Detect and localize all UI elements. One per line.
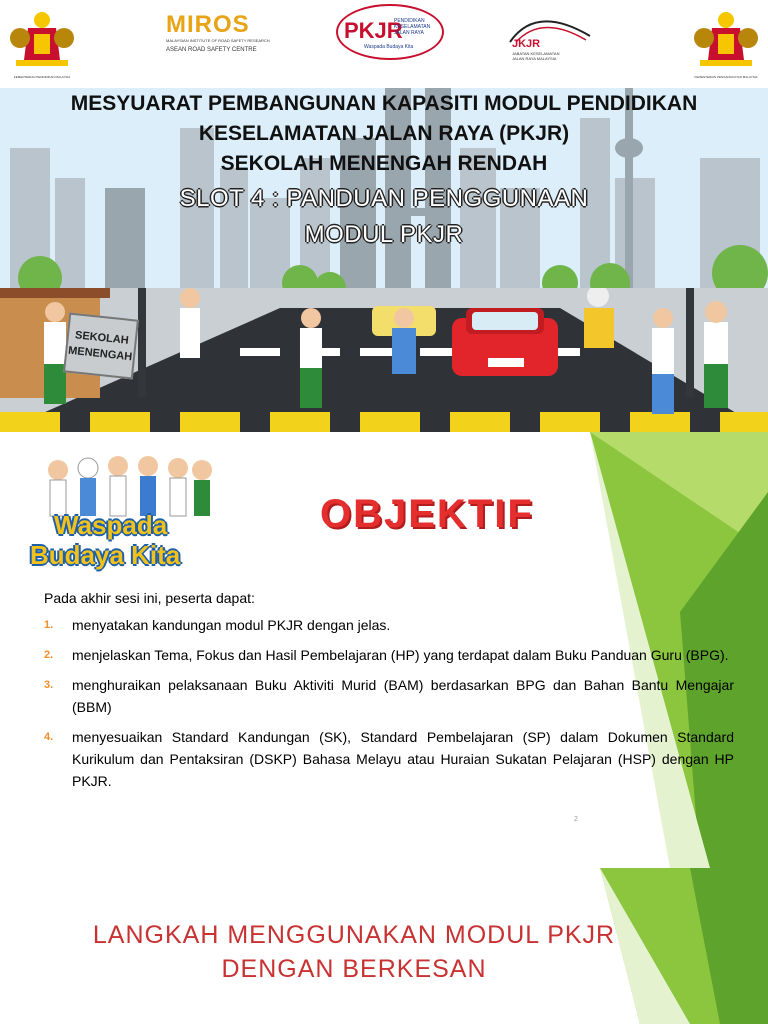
school-sign xyxy=(63,313,139,380)
badge-line1: Waspada xyxy=(54,510,168,540)
meeting-title-line3: SEKOLAH MENENGAH RENDAH xyxy=(220,152,548,175)
school-sign-line1: SEKOLAH xyxy=(74,329,130,347)
objective-item xyxy=(44,674,734,718)
objective-text: menjelaskan Tema, Fokus dan Hasil Pembelajaran (HP) yang terdapat dalam Buku Panduan Guru (BPG). xyxy=(72,647,729,663)
jkjr-line2: JALAN RAYA MALAYSIA xyxy=(512,56,557,61)
pkjr-logo xyxy=(336,4,444,60)
mot-caption: KEMENTERIAN PENGANGKUTAN MALAYSIA xyxy=(694,75,758,79)
jkjr-logo xyxy=(506,10,594,66)
miros-name: MIROS xyxy=(166,11,250,38)
objectives-slide xyxy=(0,432,768,868)
meeting-title-line2: KESELAMATAN JALAN RAYA (PKJR) xyxy=(198,122,570,145)
objective-number: 3. xyxy=(44,679,54,691)
kpm-crest-logo xyxy=(6,8,78,80)
malaysia-crest-icon xyxy=(6,8,78,70)
pkjr-tagline: Waspada Budaya Kita xyxy=(364,44,414,50)
objective-text: menyesuaikan Standard Kandungan (SK), Standard Pembelajaran (SP) dalam Dokumen Standard Kurikulum dan Pentaksiran (DSKP) Bahasa Melayu atau Huraian Sukatan Pelajaran (HSP) dengan HP PKJR. xyxy=(72,729,734,789)
kpm-caption: KEMENTERIAN PENDIDIKAN MALAYSIA xyxy=(13,75,71,79)
slot-title-line2: MODUL PKJR xyxy=(304,221,464,248)
malaysia-crest-icon xyxy=(690,8,762,70)
jkjr-name: JKJR xyxy=(512,38,541,50)
school-sign-line2: MENENGAH xyxy=(67,344,133,364)
objective-number: 1. xyxy=(44,619,54,631)
pkjr-text-block xyxy=(394,18,430,36)
meeting-title-line1: MESYUARAT PEMBANGUNAN KAPASITI MODUL PENDIDIKAN xyxy=(70,92,698,115)
objektif-heading: OBJEKTIF xyxy=(320,492,534,536)
objective-text: menghuraikan pelaksanaan Buku Aktiviti Murid (BAM) berdasarkan BPG dan Bahan Bantu Mengajar (BBM) xyxy=(72,677,734,715)
langkah-slide xyxy=(0,868,768,1024)
langkah-title-line1: LANGKAH MENGGUNAKAN MODUL PKJR xyxy=(92,921,616,949)
pkjr-line1: PENDIDIKAN xyxy=(394,18,425,24)
miros-logo xyxy=(166,11,270,60)
jkjr-line1: JABATAN KESELAMATAN xyxy=(512,51,560,56)
langkah-title-line2: DENGAN BERKESAN xyxy=(221,955,487,983)
waspada-badge xyxy=(26,452,222,578)
logo-row xyxy=(0,0,768,88)
slot-title-line1: SLOT 4 : PANDUAN PENGGUNAAN xyxy=(179,185,589,212)
pkjr-line3: JALAN RAYA xyxy=(394,30,424,36)
objective-number: 4. xyxy=(44,731,54,743)
pkjr-name: PKJR xyxy=(344,18,403,43)
objectives-list xyxy=(44,614,734,800)
pkjr-line2: KESELAMATAN xyxy=(394,24,431,30)
objective-text: menyatakan kandungan modul PKJR dengan jelas. xyxy=(72,617,391,633)
objective-item xyxy=(44,726,734,792)
objective-item xyxy=(44,644,734,666)
objective-item xyxy=(44,614,734,636)
page-number: 2 xyxy=(574,816,578,823)
miros-line1: MALAYSIAN INSTITUTE OF ROAD SAFETY RESEARCH xyxy=(166,38,270,43)
mot-crest-logo xyxy=(690,8,762,80)
title-slide xyxy=(0,0,768,432)
badge-line2: Budaya Kita xyxy=(30,540,181,570)
objective-number: 2. xyxy=(44,649,54,661)
objectives-intro: Pada akhir sesi ini, peserta dapat: xyxy=(44,590,255,606)
miros-line2: ASEAN ROAD SAFETY CENTRE xyxy=(166,47,257,53)
